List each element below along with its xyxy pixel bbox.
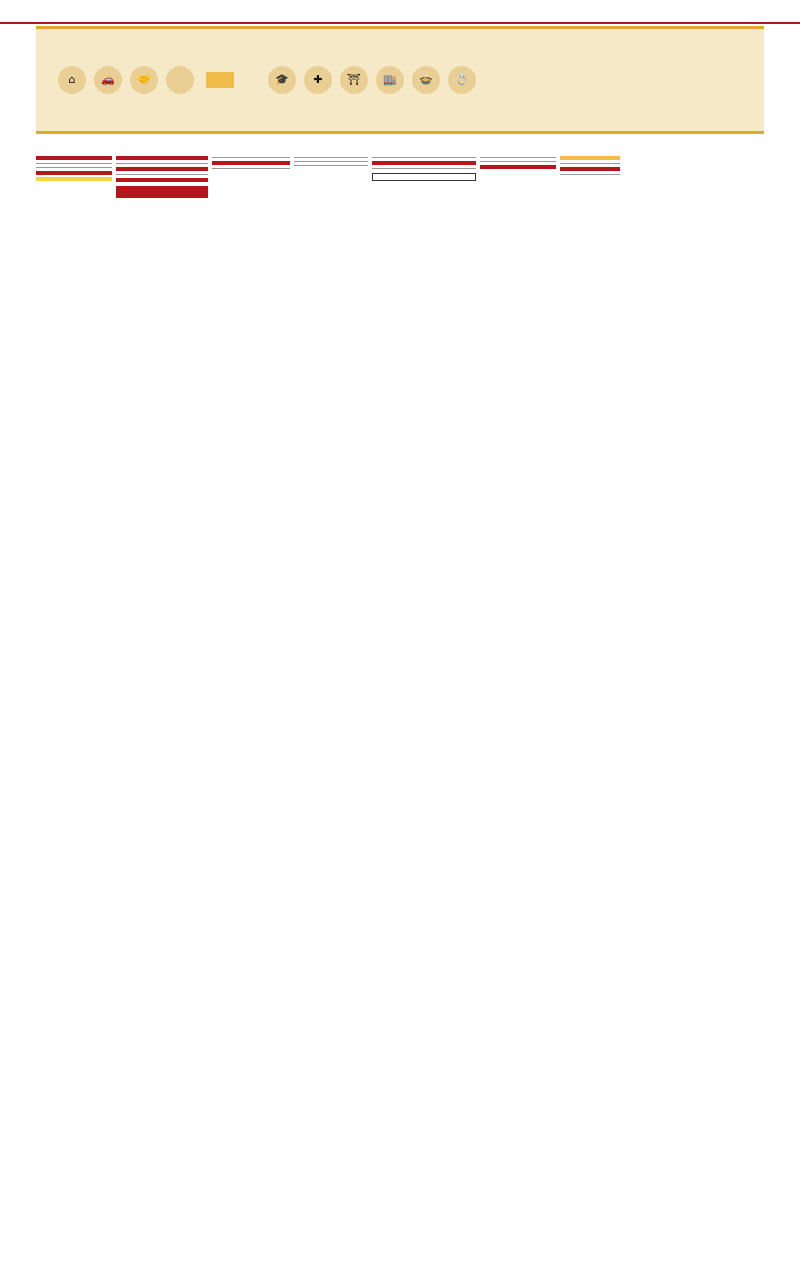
job-icon — [166, 66, 194, 94]
col-heading — [480, 165, 556, 169]
digital-prabhat-logo — [116, 186, 208, 198]
category-icons — [58, 66, 194, 94]
handshake-icon: 🤝 — [130, 66, 158, 94]
col-heading — [116, 178, 208, 182]
graduation-icon: 🎓 — [268, 66, 296, 94]
col-heading — [116, 167, 208, 171]
classified-col-7 — [560, 154, 620, 532]
classified-col-4 — [294, 154, 368, 532]
classified-col-1 — [36, 154, 112, 532]
home-icon: ⌂ — [58, 66, 86, 94]
ring-icon: 💍 — [448, 66, 476, 94]
category-icons-right — [268, 66, 476, 94]
col-heading — [372, 161, 476, 165]
page-header — [0, 0, 800, 24]
col-heading — [116, 156, 208, 160]
col-heading — [36, 156, 112, 160]
eprabhat-link[interactable] — [372, 173, 476, 181]
col-heading — [560, 156, 620, 160]
classified-col-3 — [212, 154, 290, 532]
col-heading — [36, 171, 112, 175]
car-icon: 🚗 — [94, 66, 122, 94]
shop-icon: 🏬 — [376, 66, 404, 94]
medical-icon: ✚ — [304, 66, 332, 94]
classified-banner — [36, 26, 764, 134]
classified-col-6 — [480, 154, 556, 532]
classified-col-5 — [372, 154, 476, 532]
classified-ad — [36, 177, 112, 181]
col-heading — [560, 167, 620, 171]
col-heading — [212, 161, 290, 165]
food-icon: 🍲 — [412, 66, 440, 94]
banner-title — [206, 72, 234, 88]
temple-icon: ⛩ — [340, 66, 368, 94]
classified-col-2 — [116, 154, 208, 532]
